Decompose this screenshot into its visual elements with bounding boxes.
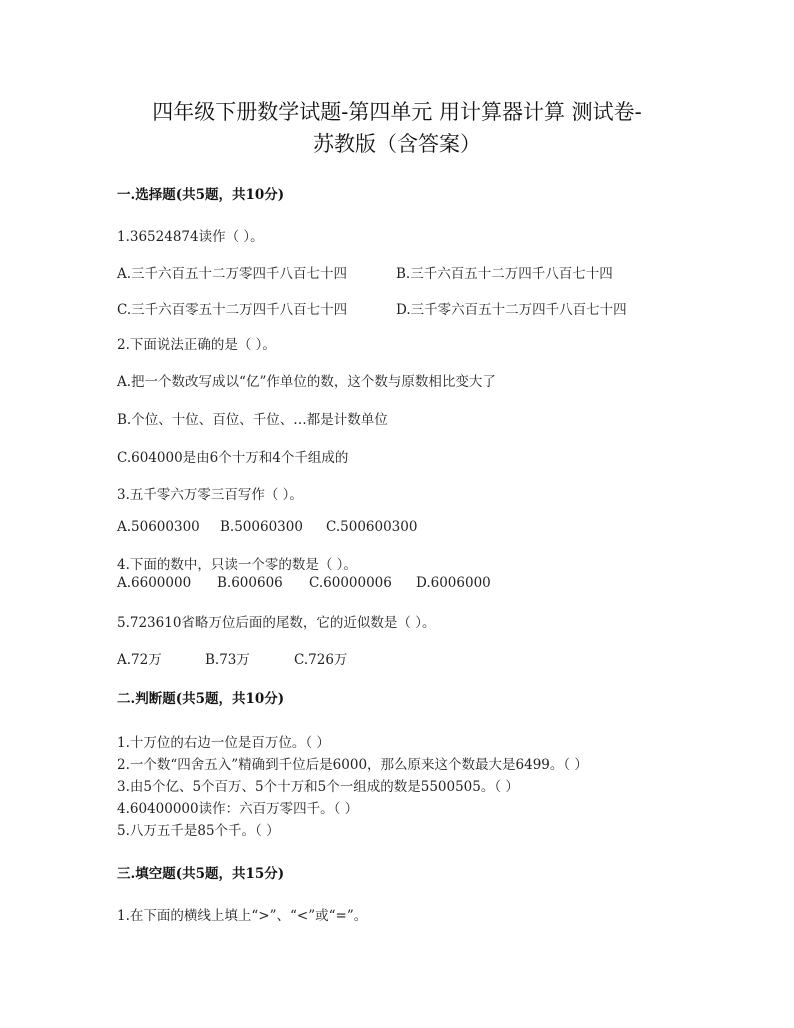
question-1-option-d: D.三千零六百五十二万四千八百七十四 — [396, 302, 627, 318]
fill-question-1-text: 1.在下面的横线上填上“>”、“<”或“=”。 — [117, 908, 368, 924]
question-1-option-a: A.三千六百五十二万零四千八百七十四 — [117, 266, 348, 282]
judgment-item-2: 2.一个数“四舍五入”精确到千位后是6000，那么原来这个数最大是6499。（ ） — [117, 757, 588, 773]
question-4-option-a: A.6600000 — [117, 575, 192, 591]
judgment-item-3: 3.由5个亿、5个百万、5个十万和5个一组成的数是5500505。（ ） — [117, 779, 519, 795]
question-5-option-b: B.73万 — [205, 652, 250, 668]
question-2-option-a: A.把一个数改写成以“亿”作单位的数，这个数与原数相比变大了 — [117, 374, 496, 390]
section-heading-multiple-choice: 一.选择题(共5题，共10分) — [117, 187, 285, 203]
question-5-option-c: C.726万 — [294, 652, 348, 668]
question-3-option-c: C.500600300 — [326, 519, 418, 535]
question-1-text: 1.36524874读作（ ）。 — [117, 229, 264, 245]
section-heading-true-false: 二.判断题(共5题，共10分) — [117, 691, 285, 707]
question-2-option-c: C.604000是由6个十万和4个千组成的 — [117, 450, 349, 466]
question-5-text: 5.723610省略万位后面的尾数，它的近似数是（ ）。 — [117, 615, 436, 631]
question-4-option-d: D.6006000 — [416, 575, 491, 591]
question-1-option-b: B.三千六百五十二万四千八百七十四 — [396, 266, 613, 282]
judgment-item-5: 5.八万五千是85个千。（ ） — [117, 823, 280, 839]
question-3-option-a: A.50600300 — [117, 519, 200, 535]
question-4-option-b: B.600606 — [217, 575, 283, 591]
question-1-option-c: C.三千六百零五十二万四千八百七十四 — [117, 302, 348, 318]
section-heading-fill-in-blank: 三.填空题(共5题，共15分) — [117, 866, 285, 882]
document-title-line-1: 四年级下册数学试题-第四单元 用计算器计算 测试卷- — [152, 100, 642, 124]
judgment-item-4: 4.60400000读作：六百万零四千。（ ） — [117, 801, 359, 817]
question-4-text: 4.下面的数中，只读一个零的数是（ ）。 — [117, 557, 357, 573]
question-3-option-b: B.50060300 — [220, 519, 303, 535]
judgment-item-1: 1.十万位的右边一位是百万位。（ ） — [117, 735, 330, 751]
question-2-text: 2.下面说法正确的是（ ）。 — [117, 337, 276, 353]
question-5-option-a: A.72万 — [117, 652, 162, 668]
document-title-line-2: 苏教版（含答案） — [313, 132, 481, 156]
question-4-option-c: C.60000006 — [309, 575, 392, 591]
question-3-text: 3.五千零六万零三百写作（ ）。 — [117, 487, 303, 503]
question-2-option-b: B.个位、十位、百位、千位、…都是计数单位 — [117, 412, 388, 428]
